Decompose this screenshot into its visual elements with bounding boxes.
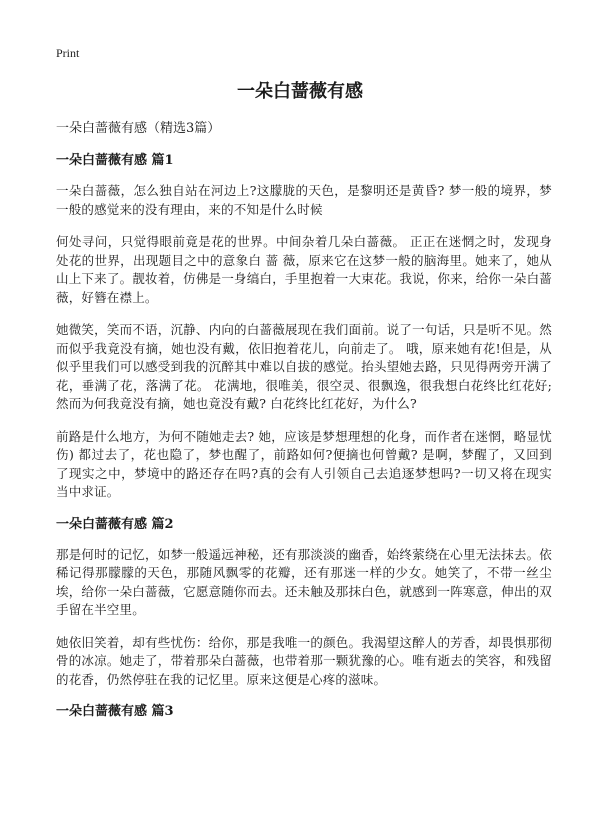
paragraph: 何处寻问，只觉得眼前竟是花的世界。中间杂着几朵白蔷薇。 正正在迷惘之时，发现身处花的世界，出现题目之中的意象白 蔷 薇，原来它在这梦一般的脑海里。她来了，她从山上下来了。靓妆着，仿佛是一身缟白，手里抱着一大束花。我说，你来，给你一朵白蔷薇，好簪在襟上。 xyxy=(56,234,552,305)
print-link[interactable]: Print xyxy=(56,46,80,60)
paragraph: 她微笑，笑而不语，沉静、内向的白蔷薇展现在我们面前。说了一句话，只是听不见。然而似乎我竟没有摘，她也没有戴，依旧抱着花儿，向前走了。 哦，原来她有花!但是，从似乎里我们可以感受到我的沉醉其中难以自拔的感觉。抬头望她去路，只见得两旁开满了花，垂满了花，落满了花。 花满地，很唯美，很空灵、很飘逸，很我想白花终比红花好;然而为何我竟没有摘，她也竟没有戴? 白花终比红花好，为什么? xyxy=(56,322,552,411)
section-heading: 一朵白蔷薇有感 篇1 xyxy=(56,153,174,168)
section-2 xyxy=(56,516,552,690)
paragraph: 她依旧笑着，却有些忧伤：给你，那是我唯一的颜色。我渴望这醉人的芳香，却畏惧那彻骨的冰凉。她走了，带着那朵白蔷薇，也带着那一颗犹豫的心。唯有逝去的笑容，和残留的花香，仍然停驻在我的记忆里。原来这便是心疼的滋味。 xyxy=(56,634,552,687)
section-heading: 一朵白蔷薇有感 篇3 xyxy=(56,704,174,719)
paragraph: 那是何时的记忆，如梦一般遥远神秘，还有那淡淡的幽香，始终萦绕在心里无法抹去。依稀记得那朦朦的天色，那随风飘零的花瓣，还有那迷一样的少女。她笑了，不带一丝尘埃，给你一朵白蔷薇，它愿意随你而去。还未触及那抹白色，就感到一阵寒意，伸出的双手留在半空里。 xyxy=(56,546,552,617)
section-3 xyxy=(56,703,552,721)
paragraph: 一朵白蔷薇，怎么独自站在河边上?这朦胧的天色，是黎明还是黄昏? 梦一般的境界，梦一般的感觉来的没有理由，来的不知是什么时候 xyxy=(56,183,552,217)
page-title: 一朵白蔷薇有感 xyxy=(237,81,363,102)
article-body xyxy=(56,120,552,733)
section-heading: 一朵白蔷薇有感 篇2 xyxy=(56,516,174,532)
subtitle: 一朵白蔷薇有感（精选3篇） xyxy=(56,121,221,136)
paragraph: 前路是什么地方，为何不随她走去? 她，应该是梦想理想的化身，而作者在迷惘，略显忧伤) 都过去了，花也隐了，梦也醒了，前路如何?便摘也何曾戴? 是啊，梦醒了，又回到了现实之中，梦境中的路还存在吗?真的会有人引领自己去追逐梦想吗?一切又将在现实当中求证。 xyxy=(56,428,552,499)
section-1 xyxy=(56,152,552,502)
